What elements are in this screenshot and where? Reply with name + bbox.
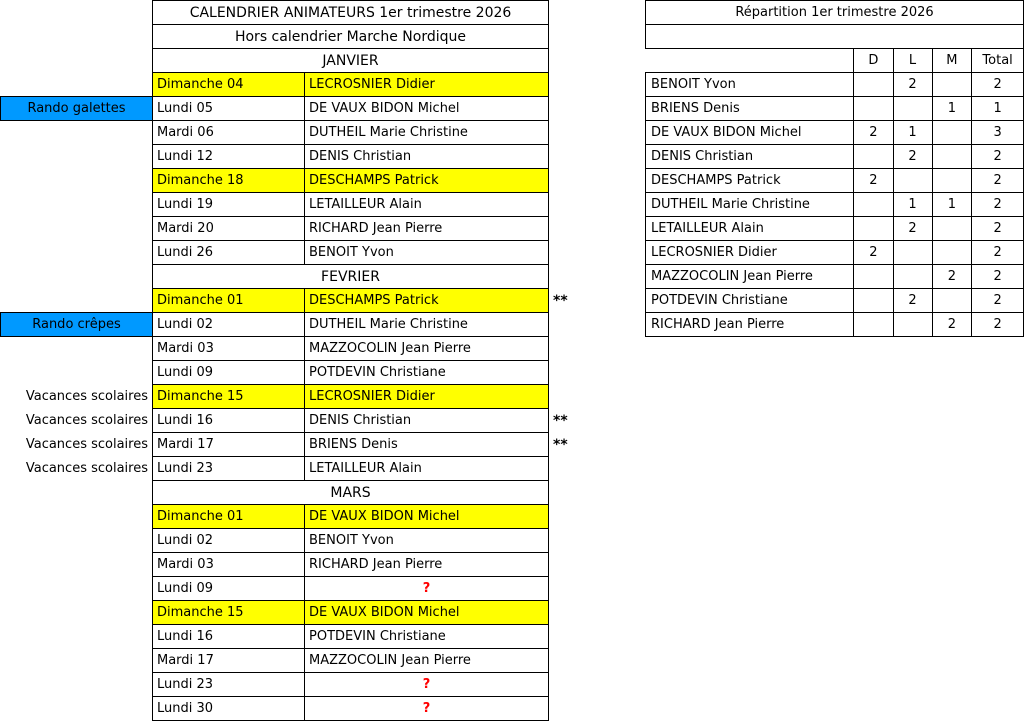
count-lundi	[893, 265, 932, 289]
calendar-row	[1, 289, 577, 313]
row-note	[1, 193, 153, 217]
person-name: LETAILLEUR Alain	[646, 217, 854, 241]
row-animator[interactable]: DESCHAMPS Patrick	[305, 289, 549, 313]
count-dimanche	[854, 217, 893, 241]
spacer-cell	[1, 265, 153, 289]
repartition-header-row	[646, 49, 1024, 73]
repartition-row	[646, 169, 1024, 193]
calendar-row	[1, 409, 577, 433]
month-name: MARS	[153, 481, 549, 505]
row-animator[interactable]: BRIENS Denis	[305, 433, 549, 457]
count-total: 2	[972, 241, 1024, 265]
count-dimanche: 2	[854, 169, 893, 193]
row-note: Rando crêpes	[1, 313, 153, 337]
row-date[interactable]: Lundi 09	[153, 577, 305, 601]
row-marker	[549, 649, 577, 673]
person-name: RICHARD Jean Pierre	[646, 313, 854, 337]
calendar-title-row-2	[1, 25, 577, 49]
row-marker	[549, 577, 577, 601]
row-date[interactable]: Lundi 16	[153, 409, 305, 433]
row-date[interactable]: Lundi 09	[153, 361, 305, 385]
person-name: LECROSNIER Didier	[646, 241, 854, 265]
row-note	[1, 217, 153, 241]
row-date[interactable]: Dimanche 15	[153, 385, 305, 409]
calendar-body	[1, 1, 577, 49]
row-marker	[549, 217, 577, 241]
count-dimanche: 2	[854, 241, 893, 265]
row-marker	[549, 505, 577, 529]
row-marker	[549, 313, 577, 337]
row-note	[1, 505, 153, 529]
count-mardi: 1	[932, 193, 972, 217]
count-total: 2	[972, 193, 1024, 217]
row-animator[interactable]: DUTHEIL Marie Christine	[305, 313, 549, 337]
row-animator[interactable]: LETAILLEUR Alain	[305, 457, 549, 481]
calendar-row	[1, 649, 577, 673]
row-marker	[549, 337, 577, 361]
calendar-row	[1, 97, 577, 121]
count-lundi: 2	[893, 145, 932, 169]
row-marker	[549, 169, 577, 193]
repartition-title: Répartition 1er trimestre 2026	[646, 1, 1024, 25]
month-name: JANVIER	[153, 49, 549, 73]
count-total: 2	[972, 217, 1024, 241]
calendar-rows	[1, 49, 577, 721]
row-date[interactable]: Lundi 19	[153, 193, 305, 217]
row-date[interactable]: Lundi 02	[153, 313, 305, 337]
row-note	[1, 361, 153, 385]
row-marker: **	[553, 292, 568, 309]
row-marker	[549, 241, 577, 265]
repartition-row	[646, 241, 1024, 265]
count-dimanche	[854, 289, 893, 313]
row-animator[interactable]: LETAILLEUR Alain	[305, 193, 549, 217]
count-dimanche	[854, 313, 893, 337]
count-mardi: 2	[932, 265, 972, 289]
row-animator[interactable]: POTDEVIN Christiane	[305, 361, 549, 385]
row-marker	[549, 97, 577, 121]
calendar-title-line2: Hors calendrier Marche Nordique	[153, 25, 549, 49]
count-lundi	[893, 313, 932, 337]
row-note	[1, 577, 153, 601]
row-animator[interactable]: MAZZOCOLIN Jean Pierre	[305, 337, 549, 361]
row-note: Vacances scolaires	[25, 413, 148, 428]
spacer-cell	[549, 481, 577, 505]
calendar-row	[1, 673, 577, 697]
row-marker	[549, 625, 577, 649]
repartition-body	[646, 1, 1024, 49]
row-animator[interactable]: ?	[305, 697, 549, 721]
row-date[interactable]: Mardi 03	[153, 337, 305, 361]
row-note	[1, 289, 153, 313]
row-date[interactable]: Lundi 23	[153, 673, 305, 697]
repartition-row	[646, 97, 1024, 121]
count-total: 2	[972, 289, 1024, 313]
row-marker	[549, 457, 577, 481]
row-animator[interactable]: DE VAUX BIDON Michel	[305, 97, 549, 121]
month-header-row	[1, 49, 577, 73]
row-note	[1, 73, 153, 97]
header-blank-cell	[646, 49, 854, 73]
row-marker	[549, 385, 577, 409]
repartition-row	[646, 217, 1024, 241]
row-date[interactable]: Dimanche 01	[153, 505, 305, 529]
row-animator[interactable]: RICHARD Jean Pierre	[305, 217, 549, 241]
row-note	[1, 625, 153, 649]
calendar-row	[1, 577, 577, 601]
repartition-table	[645, 0, 1024, 337]
calendar-row	[1, 553, 577, 577]
row-note	[1, 241, 153, 265]
count-mardi	[932, 121, 972, 145]
repartition-row	[646, 313, 1024, 337]
count-total: 2	[972, 73, 1024, 97]
calendar-title-row-1	[1, 1, 577, 25]
spacer-cell	[1, 25, 153, 49]
spacer-cell	[1, 481, 153, 505]
repartition-block	[645, 0, 1024, 337]
person-name: BRIENS Denis	[646, 97, 854, 121]
row-animator[interactable]: ?	[305, 577, 549, 601]
row-animator[interactable]: DENIS Christian	[305, 409, 549, 433]
count-mardi	[932, 289, 972, 313]
repartition-spacer-row	[646, 25, 1024, 49]
repartition-row	[646, 121, 1024, 145]
repartition-row	[646, 73, 1024, 97]
column-header: D	[854, 49, 893, 73]
count-dimanche	[854, 73, 893, 97]
row-animator[interactable]: ?	[305, 673, 549, 697]
row-note	[1, 553, 153, 577]
row-marker	[549, 145, 577, 169]
row-marker	[549, 73, 577, 97]
count-dimanche: 2	[854, 121, 893, 145]
row-date[interactable]: Lundi 02	[153, 529, 305, 553]
calendar-row	[1, 361, 577, 385]
calendar-row	[1, 697, 577, 721]
row-animator[interactable]: BENOIT Yvon	[305, 241, 549, 265]
repartition-header	[646, 49, 1024, 73]
row-date[interactable]: Dimanche 18	[153, 169, 305, 193]
count-lundi: 2	[893, 217, 932, 241]
person-name: DESCHAMPS Patrick	[646, 169, 854, 193]
calendar-row	[1, 169, 577, 193]
count-lundi: 2	[893, 289, 932, 313]
row-note: Vacances scolaires	[25, 389, 148, 404]
row-marker: **	[553, 412, 568, 429]
count-mardi: 2	[932, 313, 972, 337]
row-note	[1, 337, 153, 361]
month-name: FEVRIER	[153, 265, 549, 289]
calendar-row	[1, 529, 577, 553]
row-animator[interactable]: MAZZOCOLIN Jean Pierre	[305, 649, 549, 673]
row-note	[1, 601, 153, 625]
row-date[interactable]: Mardi 17	[153, 433, 305, 457]
calendar-row	[1, 121, 577, 145]
repartition-row	[646, 145, 1024, 169]
count-dimanche	[854, 97, 893, 121]
row-date[interactable]: Lundi 16	[153, 625, 305, 649]
spacer-cell	[549, 49, 577, 73]
count-lundi	[893, 97, 932, 121]
row-date[interactable]: Lundi 12	[153, 145, 305, 169]
row-note: Vacances scolaires	[25, 461, 148, 476]
count-mardi: 1	[932, 97, 972, 121]
row-animator[interactable]: POTDEVIN Christiane	[305, 625, 549, 649]
row-animator[interactable]: DE VAUX BIDON Michel	[305, 505, 549, 529]
count-lundi: 1	[893, 121, 932, 145]
person-name: MAZZOCOLIN Jean Pierre	[646, 265, 854, 289]
count-total: 2	[972, 265, 1024, 289]
spacer-cell	[549, 1, 577, 25]
calendar-row	[1, 193, 577, 217]
person-name: DUTHEIL Marie Christine	[646, 193, 854, 217]
row-marker	[549, 121, 577, 145]
row-note	[1, 697, 153, 721]
calendar-row	[1, 601, 577, 625]
spacer-cell	[1, 49, 153, 73]
repartition-row	[646, 265, 1024, 289]
row-animator[interactable]: RICHARD Jean Pierre	[305, 553, 549, 577]
count-total: 1	[972, 97, 1024, 121]
row-date[interactable]: Dimanche 01	[153, 289, 305, 313]
row-animator[interactable]: DE VAUX BIDON Michel	[305, 601, 549, 625]
row-date[interactable]: Lundi 23	[153, 457, 305, 481]
row-animator[interactable]: DUTHEIL Marie Christine	[305, 121, 549, 145]
calendar-row	[1, 145, 577, 169]
row-animator[interactable]: BENOIT Yvon	[305, 529, 549, 553]
count-mardi	[932, 73, 972, 97]
row-marker	[549, 361, 577, 385]
row-date[interactable]: Lundi 26	[153, 241, 305, 265]
spacer-cell	[1, 1, 153, 25]
row-note	[1, 145, 153, 169]
row-animator[interactable]: LECROSNIER Didier	[305, 385, 549, 409]
row-date[interactable]: Mardi 17	[153, 649, 305, 673]
calendar-row	[1, 73, 577, 97]
spacer-cell	[549, 265, 577, 289]
column-header: M	[932, 49, 972, 73]
month-header-row	[1, 481, 577, 505]
count-total: 3	[972, 121, 1024, 145]
person-name: BENOIT Yvon	[646, 73, 854, 97]
calendar-row	[1, 385, 577, 409]
row-date[interactable]: Mardi 06	[153, 121, 305, 145]
row-date[interactable]: Mardi 03	[153, 553, 305, 577]
row-note	[1, 673, 153, 697]
count-total: 2	[972, 145, 1024, 169]
count-lundi	[893, 169, 932, 193]
month-header-row	[1, 265, 577, 289]
row-animator[interactable]: DESCHAMPS Patrick	[305, 169, 549, 193]
calendar-row	[1, 457, 577, 481]
count-total: 2	[972, 169, 1024, 193]
count-dimanche	[854, 193, 893, 217]
calendar-title-line1: CALENDRIER ANIMATEURS 1er trimestre 2026	[153, 1, 549, 25]
repartition-title-row	[646, 1, 1024, 25]
count-lundi: 1	[893, 193, 932, 217]
person-name: DENIS Christian	[646, 145, 854, 169]
count-dimanche	[854, 265, 893, 289]
row-date[interactable]: Lundi 05	[153, 97, 305, 121]
count-lundi: 2	[893, 73, 932, 97]
calendar-row	[1, 433, 577, 457]
row-note: Vacances scolaires	[25, 437, 148, 452]
row-note: Rando galettes	[1, 97, 153, 121]
count-mardi	[932, 145, 972, 169]
row-animator[interactable]: LECROSNIER Didier	[305, 73, 549, 97]
repartition-row	[646, 193, 1024, 217]
spacer-cell	[646, 25, 1024, 49]
column-header: Total	[972, 49, 1024, 73]
repartition-row	[646, 289, 1024, 313]
count-mardi	[932, 169, 972, 193]
row-note	[1, 649, 153, 673]
row-marker	[549, 673, 577, 697]
count-mardi	[932, 241, 972, 265]
row-marker: **	[553, 436, 568, 453]
calendar-row	[1, 241, 577, 265]
repartition-rows	[646, 73, 1024, 337]
spacer-cell	[549, 25, 577, 49]
count-total: 2	[972, 313, 1024, 337]
calendar-row	[1, 625, 577, 649]
row-marker	[549, 193, 577, 217]
row-date[interactable]: Dimanche 04	[153, 73, 305, 97]
calendar-row	[1, 337, 577, 361]
row-animator[interactable]: DENIS Christian	[305, 145, 549, 169]
column-header: L	[893, 49, 932, 73]
count-dimanche	[854, 145, 893, 169]
row-note	[1, 169, 153, 193]
person-name: POTDEVIN Christiane	[646, 289, 854, 313]
calendar-row	[1, 505, 577, 529]
row-marker	[549, 529, 577, 553]
row-marker	[549, 697, 577, 721]
row-marker	[549, 601, 577, 625]
row-marker	[549, 553, 577, 577]
row-date[interactable]: Lundi 30	[153, 697, 305, 721]
calendar-row	[1, 217, 577, 241]
row-date[interactable]: Dimanche 15	[153, 601, 305, 625]
person-name: DE VAUX BIDON Michel	[646, 121, 854, 145]
row-note	[1, 529, 153, 553]
calendar-row	[1, 313, 577, 337]
row-note	[1, 121, 153, 145]
count-lundi	[893, 241, 932, 265]
count-mardi	[932, 217, 972, 241]
row-date[interactable]: Mardi 20	[153, 217, 305, 241]
